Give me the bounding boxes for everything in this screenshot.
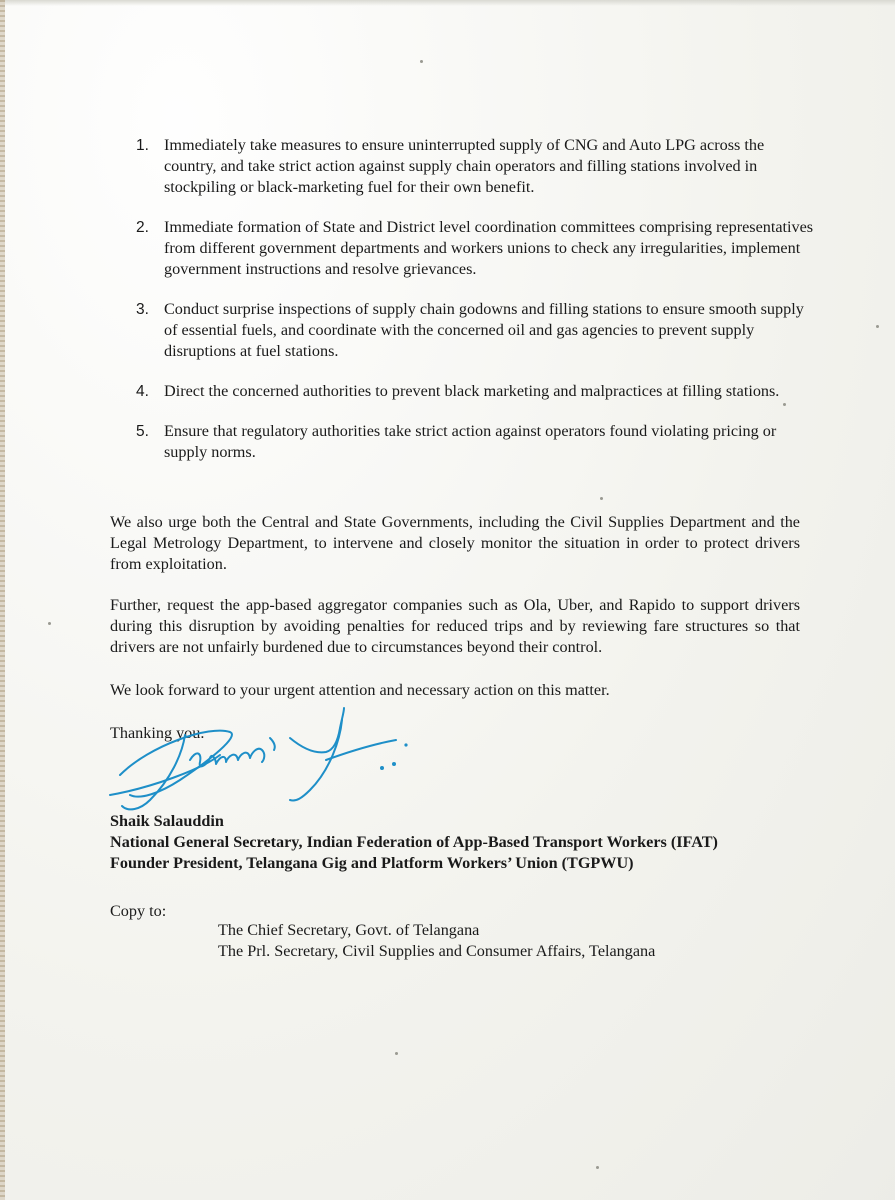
demand-item (136, 217, 816, 280)
paper-left-edge (0, 0, 5, 1200)
closing-salutation: Thanking you. (110, 724, 205, 742)
signatory-name: Shaik Salauddin (110, 812, 224, 830)
copy-recipient: The Chief Secretary, Govt. of Telangana (218, 921, 480, 939)
demand-number: 3. (136, 301, 149, 318)
copy-recipients-list (218, 920, 655, 962)
paper-speck (420, 60, 423, 63)
signatory-block (110, 811, 830, 874)
paper-speck (600, 497, 603, 500)
signatory-title: National General Secretary, Indian Federation of App-Based Transport Workers (IFAT) (110, 833, 718, 851)
copy-recipient: The Prl. Secretary, Civil Supplies and Consumer Affairs, Telangana (218, 942, 656, 960)
demand-text: Conduct surprise inspections of supply chain godowns and filling stations to ensure smooth supply of essential fuels, and coordinate with the concerned oil and gas agencies to prevent supply disruptions at fuel stations. (164, 300, 804, 360)
demand-number: 1. (136, 137, 149, 154)
demand-text: Direct the concerned authorities to prevent black marketing and malpractices at filling stations. (164, 382, 780, 400)
demand-item (136, 135, 816, 198)
demand-item (136, 381, 816, 402)
paper-top-edge (0, 0, 895, 6)
demand-text: Ensure that regulatory authorities take strict action against operators found violating pricing or supply norms. (164, 422, 777, 461)
demand-number: 4. (136, 383, 149, 400)
demand-number: 5. (136, 423, 149, 440)
urge-paragraph: We also urge both the Central and State Governments, including the Civil Supplies Department and the Legal Metrology Department, to intervene and closely monitor the situation in order to protect drivers from exploitation. (110, 513, 800, 573)
demand-item (136, 421, 816, 463)
demand-item (136, 299, 816, 362)
signatory-title: Founder President, Telangana Gig and Platform Workers’ Union (TGPWU) (110, 854, 634, 872)
paper-speck (876, 325, 879, 328)
demand-text: Immediately take measures to ensure uninterrupted supply of CNG and Auto LPG across the country, and take strict action against supply chain operators and filling stations involved in stockpiling or black-marketing fuel for their own benefit. (164, 136, 765, 196)
look-forward-paragraph: We look forward to your urgent attention and necessary action on this matter. (110, 681, 610, 699)
paper-speck (395, 1052, 398, 1055)
paper-speck (48, 622, 51, 625)
paper-speck (596, 1166, 599, 1169)
demand-text: Immediate formation of State and District level coordination committees comprising representatives from different government departments and workers unions to check any irregularities, implement government instructions and resolve grievances. (164, 218, 814, 278)
demands-list (136, 135, 816, 463)
request-paragraph: Further, request the app-based aggregator companies such as Ola, Uber, and Rapido to support drivers during this disruption by avoiding penalties for reduced trips and by reviewing fare structures so that drivers are not unfairly burdened due to circumstances beyond their control. (110, 596, 800, 656)
copy-to-label: Copy to: (110, 902, 167, 920)
demand-number: 2. (136, 219, 149, 236)
